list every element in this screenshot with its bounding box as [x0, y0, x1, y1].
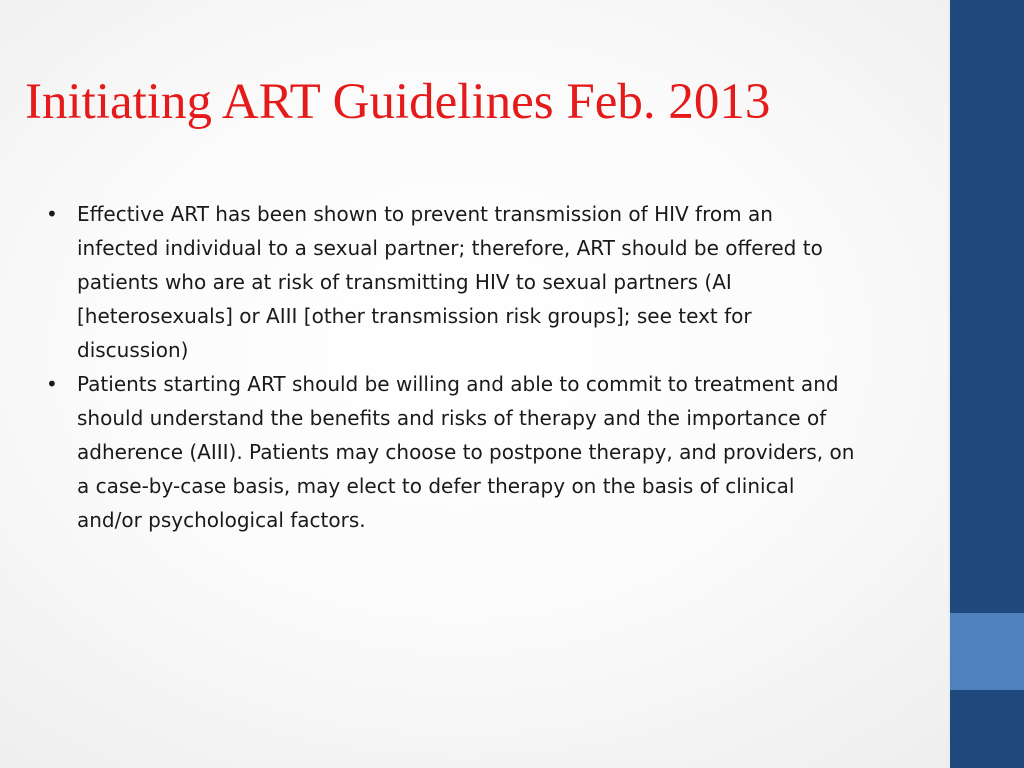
bullet-text: Patients starting ART should be willing and able to commit to treatment and should understand the benefits and risks of therapy and the importance of adherence (AIII). Patients may choose to postpone therapy, and providers, on a case-by-case basis, may elect to defer therapy on the basis of clinical and/or psychological factors. — [77, 372, 855, 532]
decorative-side-band — [948, 0, 1024, 768]
bullet-text: Effective ART has been shown to prevent transmission of HIV from an infected individual to a sexual partner; therefore, ART should be offered to patients who are at risk of transmitting HIV to sexual partners (AI [heterosexuals] or AIII [other transmission risk groups]; see text for discussion) — [77, 202, 823, 362]
bullet-marker-icon: • — [46, 202, 58, 226]
bullet-item — [44, 197, 856, 367]
side-band-accent-block — [950, 613, 1024, 690]
bullet-list — [44, 197, 856, 537]
bullet-item — [44, 367, 856, 537]
slide-title: Initiating ART Guidelines Feb. 2013 — [25, 74, 771, 130]
bullet-marker-icon: • — [46, 372, 58, 396]
